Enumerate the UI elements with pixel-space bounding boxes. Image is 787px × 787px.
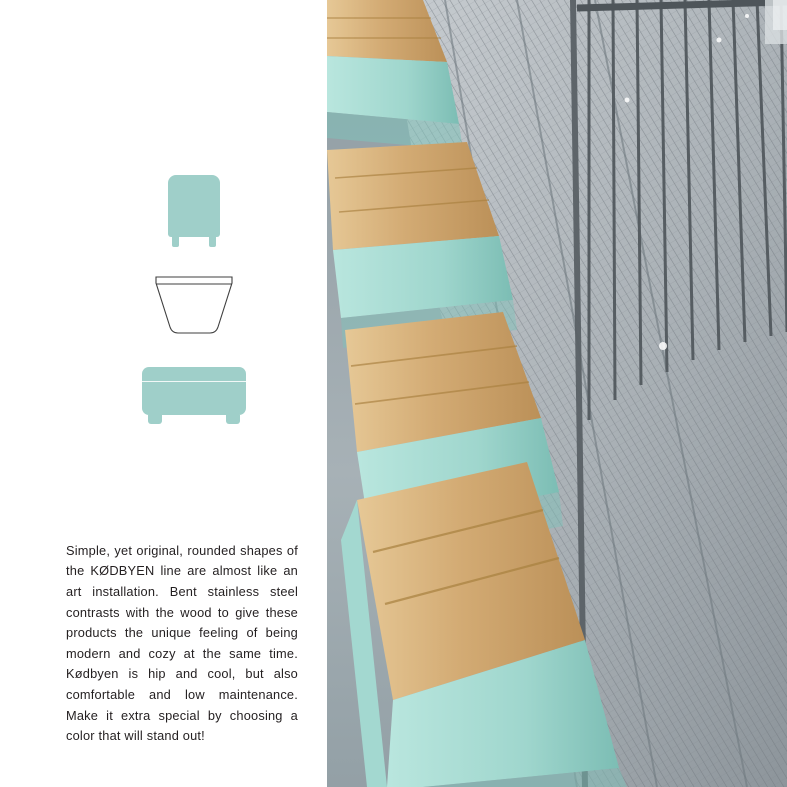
plan-view-foot-left: [148, 415, 162, 424]
top-view-svg: [148, 275, 240, 337]
body-copy: Simple, yet original, rounded shapes of the KØDBYEN line are almost like an art installation. Bent stainless steel contrasts with the wood to give these products the unique feeling of being modern and cozy at the same time. Kødbyen is hip and cool, but also comfortable and low maintenance. Make it extra special by choosing a color that will stand out!: [66, 542, 298, 744]
side-elevation-drawing: [168, 175, 220, 247]
kodbyen-bench-photo: [327, 0, 787, 787]
plan-view-body: [142, 367, 246, 415]
photo-illustration: [327, 0, 787, 787]
plan-view-drawing: [142, 367, 246, 429]
plan-view-seam: [142, 381, 246, 382]
side-elevation-body: [168, 175, 220, 237]
product-drawings: [140, 175, 260, 429]
plan-view-foot-right: [226, 415, 240, 424]
side-elevation-notch: [182, 237, 206, 247]
side-elevation-leg-left: [172, 236, 179, 247]
side-elevation-leg-right: [209, 236, 216, 247]
left-column: [0, 0, 327, 787]
top-view-outline-drawing: [148, 275, 240, 337]
